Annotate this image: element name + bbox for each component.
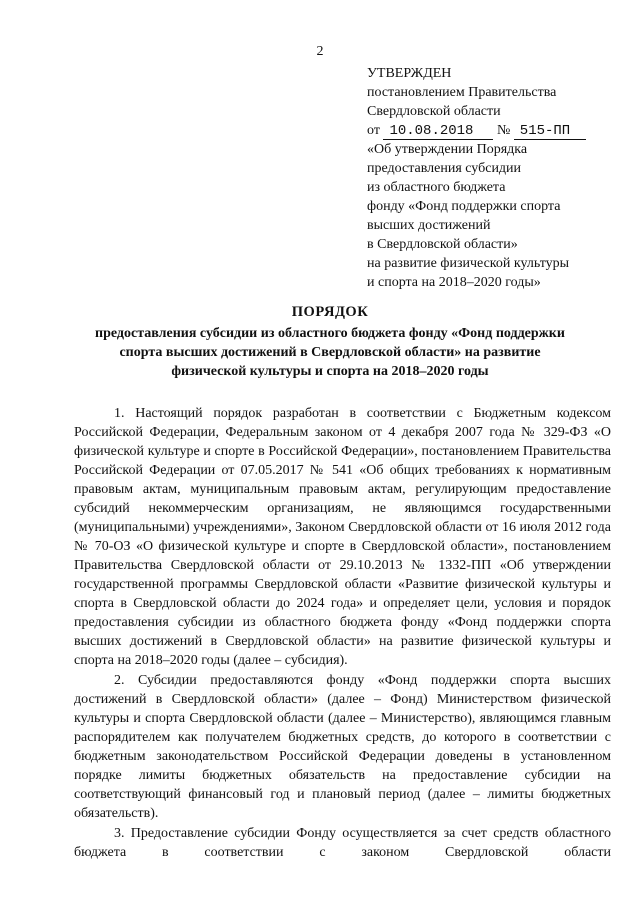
document-body xyxy=(74,404,611,863)
approval-about-7: на развитие физической культуры xyxy=(367,256,570,271)
approval-about-3: из областного бюджета xyxy=(367,180,506,195)
approval-about-1: «Об утверждении Порядка xyxy=(367,142,528,157)
paragraph-2: 2. Субсидии предоставляются фонду «Фонд поддержки спорта высших достижений в Свердловской области» (далее – Фонд) Министерством физической культуры и спорта Свердловской области (далее – Министерство), являющимся главным распорядителем как получателем бюджетных средств, до которого в соответствии с бюджетным законодательством Российской Федерации доведены в установленном порядке лимиты бюджетных обязательств на предоставление субсидии на соответствующий финансовый год и плановый период (далее – лимиты бюджетных обязательств). xyxy=(74,673,611,821)
approval-heading: УТВЕРЖДЕН xyxy=(367,66,452,81)
subtitle-line-3: физической культуры и спорта на 2018–2020 годы xyxy=(171,364,489,379)
approval-line-2: Свердловской области xyxy=(367,104,501,119)
approval-number: 515-ПП xyxy=(514,123,586,140)
date-prefix: от xyxy=(367,123,380,138)
approval-about-8: и спорта на 2018–2020 годы» xyxy=(367,275,541,290)
approval-about-4: фонду «Фонд поддержки спорта xyxy=(367,199,561,214)
approval-date: 10.08.2018 xyxy=(383,123,493,140)
document-subtitle xyxy=(70,324,590,381)
approval-about-2: предоставления субсидии xyxy=(367,161,522,176)
subtitle-line-1: предоставления субсидии из областного бюджета фонду «Фонд поддержки xyxy=(95,326,565,341)
document-title: ПОРЯДОК xyxy=(291,304,369,320)
approval-about-5: высших достижений xyxy=(367,218,491,233)
paragraph-1: 1. Настоящий порядок разработан в соответствии с Бюджетным кодексом Российской Федерации, Федеральным законом от 4 декабря 2007 года № 329-ФЗ «О физической культуре и спорте в Российской Федерации», постановлением Правительства Российской Федерации от 07.05.2017 № 541 «Об общих требованиях к нормативным правовым актам, муниципальным правовым актам, регулирующим предоставление субсидий некоммерческим организациям, не являющимся государственными (муниципальными) учреждениями», Законом Свердловской области от 16 июля 2012 года № 70-ОЗ «О физической культуре и спорте в Свердловской области», постановлением Правительства Свердловской области от 29.10.2013 № 1332-ПП «Об утверждении государственной программы Свердловской области «Развитие физической культуры и спорта в Свердловской области до 2024 года» и определяет цели, условия и порядок предоставления субсидии из областного бюджета фонду «Фонд поддержки спорта высших достижений в Свердловской области» на развитие физической культуры и спорта на 2018–2020 годы (далее – субсидия). xyxy=(74,406,611,668)
approval-line-1: постановлением Правительства xyxy=(367,85,557,100)
paragraph-3: 3. Предоставление субсидии Фонду осуществляется за счет средств областного бюджета в соответствии с законом Свердловской области xyxy=(74,826,611,860)
page-number: 2 xyxy=(316,44,324,59)
approval-date-line xyxy=(367,121,627,140)
approval-block xyxy=(367,64,627,292)
approval-about-6: в Свердловской области» xyxy=(367,237,518,252)
subtitle-line-2: спорта высших достижений в Свердловской области» на развитие xyxy=(119,345,541,360)
number-prefix: № xyxy=(496,123,511,138)
